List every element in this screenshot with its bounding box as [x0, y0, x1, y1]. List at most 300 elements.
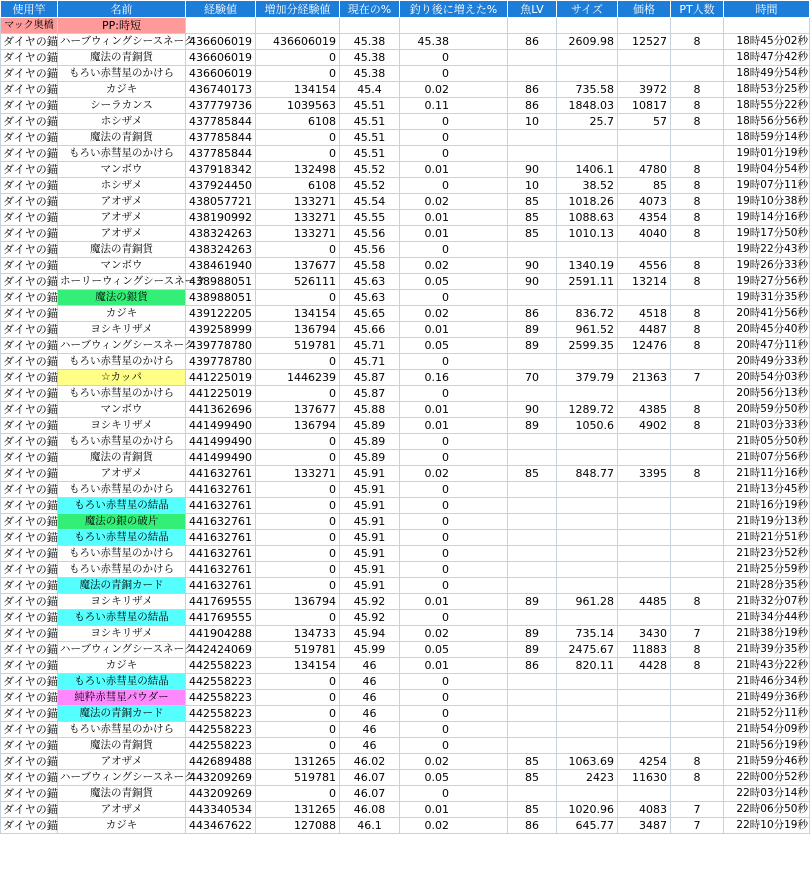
cell-time[interactable]: 20時45分40秒: [724, 322, 810, 338]
cell-exp[interactable]: 441632761: [186, 578, 256, 594]
cell-rod[interactable]: ダイヤの錨: [1, 50, 58, 66]
cell-rod[interactable]: ダイヤの錨: [1, 434, 58, 450]
cell-current-percent[interactable]: 46.07: [340, 770, 400, 786]
mode-label[interactable]: PP:時短: [58, 18, 186, 34]
cell-rod[interactable]: ダイヤの錨: [1, 658, 58, 674]
cell-rod[interactable]: ダイヤの錨: [1, 34, 58, 50]
cell-exp[interactable]: 441225019: [186, 386, 256, 402]
cell-percent-gain[interactable]: 0.01: [400, 162, 508, 178]
cell-price[interactable]: 4083: [618, 802, 671, 818]
cell-party-size[interactable]: [671, 434, 724, 450]
cell-time[interactable]: 18時49分54秒: [724, 66, 810, 82]
cell-exp-increase[interactable]: 134154: [256, 306, 340, 322]
cell-name[interactable]: ヨシキリザメ: [58, 418, 186, 434]
cell-exp[interactable]: 438324263: [186, 242, 256, 258]
cell-fish-level[interactable]: 86: [508, 818, 557, 834]
cell-fish-level[interactable]: 85: [508, 194, 557, 210]
cell-fish-level[interactable]: 85: [508, 754, 557, 770]
cell-rod[interactable]: ダイヤの錨: [1, 802, 58, 818]
cell-exp-increase[interactable]: 0: [256, 674, 340, 690]
cell-exp[interactable]: 442424069: [186, 642, 256, 658]
cell-price[interactable]: 4428: [618, 658, 671, 674]
col-header-percent-gain[interactable]: 釣り後に増えた%: [400, 1, 508, 18]
cell-exp[interactable]: 439778780: [186, 338, 256, 354]
cell-party-size[interactable]: [671, 242, 724, 258]
cell-time[interactable]: 19時14分16秒: [724, 210, 810, 226]
cell-name[interactable]: もろい赤彗星のかけら: [58, 434, 186, 450]
cell-name[interactable]: もろい赤彗星のかけら: [58, 482, 186, 498]
cell-current-percent[interactable]: 46: [340, 674, 400, 690]
cell-name[interactable]: カジキ: [58, 658, 186, 674]
cell-party-size[interactable]: 8: [671, 114, 724, 130]
cell-price[interactable]: 4254: [618, 754, 671, 770]
cell-party-size[interactable]: 8: [671, 322, 724, 338]
cell-percent-gain[interactable]: 0.02: [400, 626, 508, 642]
cell-price[interactable]: [618, 786, 671, 802]
cell-time[interactable]: 22時10分19秒: [724, 818, 810, 834]
cell-exp[interactable]: 441225019: [186, 370, 256, 386]
cell-percent-gain[interactable]: 0: [400, 610, 508, 626]
cell-exp[interactable]: 443340534: [186, 802, 256, 818]
cell-time[interactable]: 21時59分46秒: [724, 754, 810, 770]
cell-percent-gain[interactable]: 0.16: [400, 370, 508, 386]
cell-price[interactable]: [618, 722, 671, 738]
cell-current-percent[interactable]: 45.89: [340, 434, 400, 450]
cell-percent-gain[interactable]: 0.01: [400, 802, 508, 818]
cell-percent-gain[interactable]: 0.01: [400, 226, 508, 242]
cell-rod[interactable]: ダイヤの錨: [1, 642, 58, 658]
cell-exp-increase[interactable]: 134154: [256, 82, 340, 98]
cell-name[interactable]: もろい赤彗星のかけら: [58, 546, 186, 562]
cell-percent-gain[interactable]: 0: [400, 498, 508, 514]
cell-name[interactable]: ヨシキリザメ: [58, 626, 186, 642]
cell-name[interactable]: アオザメ: [58, 194, 186, 210]
cell-name[interactable]: アオザメ: [58, 210, 186, 226]
cell-fish-level[interactable]: [508, 514, 557, 530]
cell-current-percent[interactable]: 45.91: [340, 530, 400, 546]
cell-price[interactable]: [618, 578, 671, 594]
cell-rod[interactable]: ダイヤの錨: [1, 786, 58, 802]
cell-percent-gain[interactable]: 0.01: [400, 418, 508, 434]
cell-party-size[interactable]: [671, 66, 724, 82]
cell-fish-level[interactable]: [508, 786, 557, 802]
cell-name[interactable]: もろい赤彗星のかけら: [58, 354, 186, 370]
cell-name[interactable]: ハーブウィングシースネーク: [58, 770, 186, 786]
cell-percent-gain[interactable]: 45.38: [400, 34, 508, 50]
cell-rod[interactable]: ダイヤの錨: [1, 482, 58, 498]
cell-name[interactable]: もろい赤彗星の結晶: [58, 674, 186, 690]
cell-percent-gain[interactable]: 0: [400, 706, 508, 722]
cell-party-size[interactable]: [671, 690, 724, 706]
cell-rod[interactable]: ダイヤの錨: [1, 578, 58, 594]
cell-rod[interactable]: ダイヤの錨: [1, 402, 58, 418]
cell-fish-level[interactable]: 89: [508, 594, 557, 610]
cell-price[interactable]: 3395: [618, 466, 671, 482]
cell-exp-increase[interactable]: 127088: [256, 818, 340, 834]
cell-exp-increase[interactable]: 134733: [256, 626, 340, 642]
cell-current-percent[interactable]: 45.94: [340, 626, 400, 642]
col-header-exp-increase[interactable]: 増加分経験値: [256, 1, 340, 18]
cell-current-percent[interactable]: 45.38: [340, 66, 400, 82]
cell-rod[interactable]: ダイヤの錨: [1, 722, 58, 738]
cell-current-percent[interactable]: 45.87: [340, 386, 400, 402]
cell-size[interactable]: 848.77: [557, 466, 618, 482]
cell-fish-level[interactable]: 86: [508, 82, 557, 98]
cell-time[interactable]: 21時16分19秒: [724, 498, 810, 514]
cell-fish-level[interactable]: 10: [508, 114, 557, 130]
cell-size[interactable]: 1050.6: [557, 418, 618, 434]
cell-exp-increase[interactable]: 0: [256, 530, 340, 546]
cell-party-size[interactable]: [671, 50, 724, 66]
cell-name[interactable]: マンボウ: [58, 258, 186, 274]
cell-current-percent[interactable]: 45.91: [340, 546, 400, 562]
cell-price[interactable]: 57: [618, 114, 671, 130]
cell-exp-increase[interactable]: 0: [256, 434, 340, 450]
col-header-rod[interactable]: 使用竿: [1, 1, 58, 18]
cell-exp[interactable]: 438057721: [186, 194, 256, 210]
cell-exp[interactable]: 438461940: [186, 258, 256, 274]
cell-size[interactable]: 1848.03: [557, 98, 618, 114]
cell-current-percent[interactable]: 46: [340, 738, 400, 754]
cell-fish-level[interactable]: [508, 674, 557, 690]
cell-exp-increase[interactable]: 136794: [256, 322, 340, 338]
cell-size[interactable]: 1340.19: [557, 258, 618, 274]
cell-price[interactable]: 11630: [618, 770, 671, 786]
cell-exp[interactable]: 441499490: [186, 434, 256, 450]
cell-party-size[interactable]: 8: [671, 274, 724, 290]
cell-size[interactable]: [557, 530, 618, 546]
cell-price[interactable]: 12527: [618, 34, 671, 50]
cell-exp-increase[interactable]: 0: [256, 482, 340, 498]
cell-rod[interactable]: ダイヤの錨: [1, 114, 58, 130]
cell-name[interactable]: もろい赤彗星のかけら: [58, 66, 186, 82]
cell-size[interactable]: [557, 610, 618, 626]
cell-party-size[interactable]: 8: [671, 98, 724, 114]
cell-exp[interactable]: 441632761: [186, 562, 256, 578]
cell-current-percent[interactable]: 45.38: [340, 34, 400, 50]
cell-exp[interactable]: 437785844: [186, 130, 256, 146]
cell-party-size[interactable]: 8: [671, 770, 724, 786]
cell-name[interactable]: 魔法の青銅貨: [58, 786, 186, 802]
cell-price[interactable]: 4780: [618, 162, 671, 178]
cell-size[interactable]: 645.77: [557, 818, 618, 834]
cell-exp[interactable]: 441632761: [186, 546, 256, 562]
cell-name[interactable]: ヨシキリザメ: [58, 594, 186, 610]
cell-name[interactable]: もろい赤彗星の結晶: [58, 610, 186, 626]
cell-rod[interactable]: ダイヤの錨: [1, 338, 58, 354]
cell-size[interactable]: 735.58: [557, 82, 618, 98]
cell-rod[interactable]: ダイヤの錨: [1, 498, 58, 514]
cell-exp-increase[interactable]: 131265: [256, 754, 340, 770]
cell-fish-level[interactable]: 70: [508, 370, 557, 386]
cell-name[interactable]: もろい赤彗星の結晶: [58, 498, 186, 514]
cell-name[interactable]: ハーブウィングシースネーク: [58, 642, 186, 658]
cell-current-percent[interactable]: 45.52: [340, 178, 400, 194]
cell-name[interactable]: 魔法の青銅貨: [58, 242, 186, 258]
cell-current-percent[interactable]: 46: [340, 722, 400, 738]
cell-price[interactable]: 4040: [618, 226, 671, 242]
cell-current-percent[interactable]: 46.02: [340, 754, 400, 770]
cell-rod[interactable]: ダイヤの錨: [1, 690, 58, 706]
cell-time[interactable]: 21時23分52秒: [724, 546, 810, 562]
cell[interactable]: [724, 18, 810, 34]
cell-party-size[interactable]: 8: [671, 194, 724, 210]
cell-size[interactable]: [557, 674, 618, 690]
cell[interactable]: [340, 18, 400, 34]
cell-percent-gain[interactable]: 0.02: [400, 754, 508, 770]
cell-price[interactable]: 4073: [618, 194, 671, 210]
cell-size[interactable]: 961.52: [557, 322, 618, 338]
cell[interactable]: [508, 18, 557, 34]
cell-percent-gain[interactable]: 0.02: [400, 82, 508, 98]
cell-rod[interactable]: ダイヤの錨: [1, 626, 58, 642]
cell-size[interactable]: 1010.13: [557, 226, 618, 242]
cell-fish-level[interactable]: 85: [508, 466, 557, 482]
cell-size[interactable]: 2609.98: [557, 34, 618, 50]
cell-name[interactable]: カジキ: [58, 82, 186, 98]
cell-rod[interactable]: ダイヤの錨: [1, 98, 58, 114]
cell-fish-level[interactable]: 90: [508, 274, 557, 290]
cell-percent-gain[interactable]: 0: [400, 690, 508, 706]
cell-name[interactable]: カジキ: [58, 818, 186, 834]
cell-price[interactable]: 4354: [618, 210, 671, 226]
cell[interactable]: [557, 18, 618, 34]
cell-current-percent[interactable]: 45.66: [340, 322, 400, 338]
cell-exp[interactable]: 438324263: [186, 226, 256, 242]
cell-size[interactable]: [557, 386, 618, 402]
cell-current-percent[interactable]: 45.38: [340, 50, 400, 66]
cell-exp-increase[interactable]: 133271: [256, 194, 340, 210]
cell-name[interactable]: ホシザメ: [58, 114, 186, 130]
cell-percent-gain[interactable]: 0.01: [400, 322, 508, 338]
cell-time[interactable]: 21時34分44秒: [724, 610, 810, 626]
cell-price[interactable]: 11883: [618, 642, 671, 658]
cell-name[interactable]: もろい赤彗星のかけら: [58, 722, 186, 738]
cell-current-percent[interactable]: 45.99: [340, 642, 400, 658]
cell-price[interactable]: [618, 546, 671, 562]
cell-time[interactable]: 19時26分33秒: [724, 258, 810, 274]
cell-price[interactable]: 85: [618, 178, 671, 194]
cell-price[interactable]: [618, 354, 671, 370]
cell-rod[interactable]: ダイヤの錨: [1, 530, 58, 546]
cell-name[interactable]: アオザメ: [58, 466, 186, 482]
cell-name[interactable]: もろい赤彗星のかけら: [58, 146, 186, 162]
cell-current-percent[interactable]: 45.51: [340, 146, 400, 162]
cell-exp-increase[interactable]: 0: [256, 546, 340, 562]
cell-time[interactable]: 21時11分16秒: [724, 466, 810, 482]
cell-time[interactable]: 21時32分07秒: [724, 594, 810, 610]
cell-party-size[interactable]: 8: [671, 658, 724, 674]
cell-time[interactable]: 19時27分56秒: [724, 274, 810, 290]
cell-exp[interactable]: 441769555: [186, 610, 256, 626]
cell-time[interactable]: 22時06分50秒: [724, 802, 810, 818]
cell-price[interactable]: 4902: [618, 418, 671, 434]
cell-percent-gain[interactable]: 0.02: [400, 258, 508, 274]
cell-party-size[interactable]: [671, 530, 724, 546]
cell-exp[interactable]: 442558223: [186, 722, 256, 738]
cell-size[interactable]: [557, 514, 618, 530]
col-header-exp[interactable]: 経験値: [186, 1, 256, 18]
cell-party-size[interactable]: 8: [671, 258, 724, 274]
cell-current-percent[interactable]: 45.91: [340, 578, 400, 594]
cell-exp[interactable]: 436740173: [186, 82, 256, 98]
cell-size[interactable]: 38.52: [557, 178, 618, 194]
cell-party-size[interactable]: [671, 130, 724, 146]
cell-exp[interactable]: 441632761: [186, 514, 256, 530]
cell-price[interactable]: [618, 290, 671, 306]
cell-exp[interactable]: 437779736: [186, 98, 256, 114]
cell-size[interactable]: [557, 546, 618, 562]
cell-rod[interactable]: ダイヤの錨: [1, 818, 58, 834]
cell-time[interactable]: 18時55分22秒: [724, 98, 810, 114]
cell-price[interactable]: 3972: [618, 82, 671, 98]
cell-current-percent[interactable]: 45.65: [340, 306, 400, 322]
cell-exp[interactable]: 443467622: [186, 818, 256, 834]
cell-party-size[interactable]: [671, 706, 724, 722]
col-header-fish-level[interactable]: 魚LV: [508, 1, 557, 18]
cell-percent-gain[interactable]: 0: [400, 562, 508, 578]
cell-price[interactable]: [618, 450, 671, 466]
cell-time[interactable]: 21時19分13秒: [724, 514, 810, 530]
cell-name[interactable]: 魔法の青銅カード: [58, 578, 186, 594]
cell-price[interactable]: [618, 690, 671, 706]
cell-rod[interactable]: ダイヤの錨: [1, 514, 58, 530]
cell-time[interactable]: 20時47分11秒: [724, 338, 810, 354]
cell-percent-gain[interactable]: 0: [400, 114, 508, 130]
cell-fish-level[interactable]: 89: [508, 418, 557, 434]
cell-name[interactable]: 純粋赤彗星パウダー: [58, 690, 186, 706]
cell-rod[interactable]: ダイヤの錨: [1, 562, 58, 578]
cell-exp-increase[interactable]: 0: [256, 498, 340, 514]
cell-exp-increase[interactable]: 0: [256, 130, 340, 146]
cell-current-percent[interactable]: 45.91: [340, 466, 400, 482]
cell-size[interactable]: [557, 786, 618, 802]
cell-percent-gain[interactable]: 0.02: [400, 818, 508, 834]
cell-exp[interactable]: 442558223: [186, 658, 256, 674]
cell-time[interactable]: 21時07分56秒: [724, 450, 810, 466]
cell-time[interactable]: 18時47分42秒: [724, 50, 810, 66]
cell-exp[interactable]: 437785844: [186, 146, 256, 162]
cell-party-size[interactable]: [671, 514, 724, 530]
cell-rod[interactable]: ダイヤの錨: [1, 466, 58, 482]
cell-party-size[interactable]: 8: [671, 34, 724, 50]
cell-name[interactable]: もろい赤彗星のかけら: [58, 386, 186, 402]
cell-fish-level[interactable]: [508, 706, 557, 722]
cell-fish-level[interactable]: [508, 530, 557, 546]
cell-price[interactable]: [618, 66, 671, 82]
cell-fish-level[interactable]: [508, 146, 557, 162]
cell-party-size[interactable]: 8: [671, 162, 724, 178]
cell-current-percent[interactable]: 45.51: [340, 98, 400, 114]
cell-price[interactable]: 13214: [618, 274, 671, 290]
cell-percent-gain[interactable]: 0: [400, 130, 508, 146]
cell-time[interactable]: 19時01分19秒: [724, 146, 810, 162]
cell-fish-level[interactable]: 90: [508, 402, 557, 418]
cell-exp[interactable]: 441904288: [186, 626, 256, 642]
cell-time[interactable]: 20時56分13秒: [724, 386, 810, 402]
cell-percent-gain[interactable]: 0: [400, 578, 508, 594]
cell-time[interactable]: 18時56分56秒: [724, 114, 810, 130]
cell-time[interactable]: 22時03分14秒: [724, 786, 810, 802]
cell-size[interactable]: [557, 498, 618, 514]
cell-price[interactable]: [618, 434, 671, 450]
cell-exp[interactable]: 439258999: [186, 322, 256, 338]
cell-exp-increase[interactable]: 0: [256, 450, 340, 466]
cell-price[interactable]: [618, 738, 671, 754]
cell-current-percent[interactable]: 45.56: [340, 226, 400, 242]
cell-fish-level[interactable]: [508, 562, 557, 578]
cell-exp[interactable]: 439778780: [186, 354, 256, 370]
cell-rod[interactable]: ダイヤの錨: [1, 178, 58, 194]
cell-exp-increase[interactable]: 132498: [256, 162, 340, 178]
cell-fish-level[interactable]: [508, 354, 557, 370]
cell-name[interactable]: マンボウ: [58, 162, 186, 178]
cell-price[interactable]: [618, 674, 671, 690]
cell-percent-gain[interactable]: 0.05: [400, 274, 508, 290]
cell-time[interactable]: 19時31分35秒: [724, 290, 810, 306]
cell-fish-level[interactable]: [508, 434, 557, 450]
cell-price[interactable]: [618, 706, 671, 722]
cell-time[interactable]: 19時22分43秒: [724, 242, 810, 258]
cell-price[interactable]: [618, 530, 671, 546]
cell-percent-gain[interactable]: 0: [400, 738, 508, 754]
cell-party-size[interactable]: 8: [671, 642, 724, 658]
cell-rod[interactable]: ダイヤの錨: [1, 754, 58, 770]
cell-size[interactable]: 836.72: [557, 306, 618, 322]
cell-size[interactable]: [557, 738, 618, 754]
cell-current-percent[interactable]: 45.71: [340, 338, 400, 354]
cell-time[interactable]: 21時56分19秒: [724, 738, 810, 754]
cell-party-size[interactable]: 8: [671, 306, 724, 322]
cell-current-percent[interactable]: 45.58: [340, 258, 400, 274]
cell-exp[interactable]: 436606019: [186, 50, 256, 66]
cell-name[interactable]: もろい赤彗星のかけら: [58, 562, 186, 578]
cell-party-size[interactable]: [671, 674, 724, 690]
cell-time[interactable]: 21時13分45秒: [724, 482, 810, 498]
cell-time[interactable]: 21時52分11秒: [724, 706, 810, 722]
cell-exp-increase[interactable]: 0: [256, 706, 340, 722]
cell-fish-level[interactable]: 89: [508, 322, 557, 338]
cell-party-size[interactable]: [671, 450, 724, 466]
cell-fish-level[interactable]: [508, 50, 557, 66]
cell-percent-gain[interactable]: 0.02: [400, 194, 508, 210]
cell-exp[interactable]: 438190992: [186, 210, 256, 226]
cell-size[interactable]: [557, 690, 618, 706]
cell-size[interactable]: [557, 66, 618, 82]
cell-party-size[interactable]: 8: [671, 418, 724, 434]
cell-exp-increase[interactable]: 0: [256, 610, 340, 626]
cell-price[interactable]: 3430: [618, 626, 671, 642]
cell-fish-level[interactable]: 89: [508, 338, 557, 354]
cell-party-size[interactable]: [671, 354, 724, 370]
cell-party-size[interactable]: [671, 722, 724, 738]
cell-price[interactable]: [618, 50, 671, 66]
cell-party-size[interactable]: 8: [671, 210, 724, 226]
cell-exp[interactable]: 443209269: [186, 786, 256, 802]
cell-time[interactable]: 20時59分50秒: [724, 402, 810, 418]
cell-current-percent[interactable]: 45.88: [340, 402, 400, 418]
cell-party-size[interactable]: [671, 546, 724, 562]
cell-exp[interactable]: 442558223: [186, 706, 256, 722]
cell-fish-level[interactable]: [508, 722, 557, 738]
cell-percent-gain[interactable]: 0: [400, 354, 508, 370]
cell-current-percent[interactable]: 45.92: [340, 594, 400, 610]
cell-price[interactable]: 4518: [618, 306, 671, 322]
cell-exp-increase[interactable]: 0: [256, 562, 340, 578]
cell-rod[interactable]: ダイヤの錨: [1, 130, 58, 146]
cell-time[interactable]: 21時46分34秒: [724, 674, 810, 690]
cell-rod[interactable]: ダイヤの錨: [1, 386, 58, 402]
